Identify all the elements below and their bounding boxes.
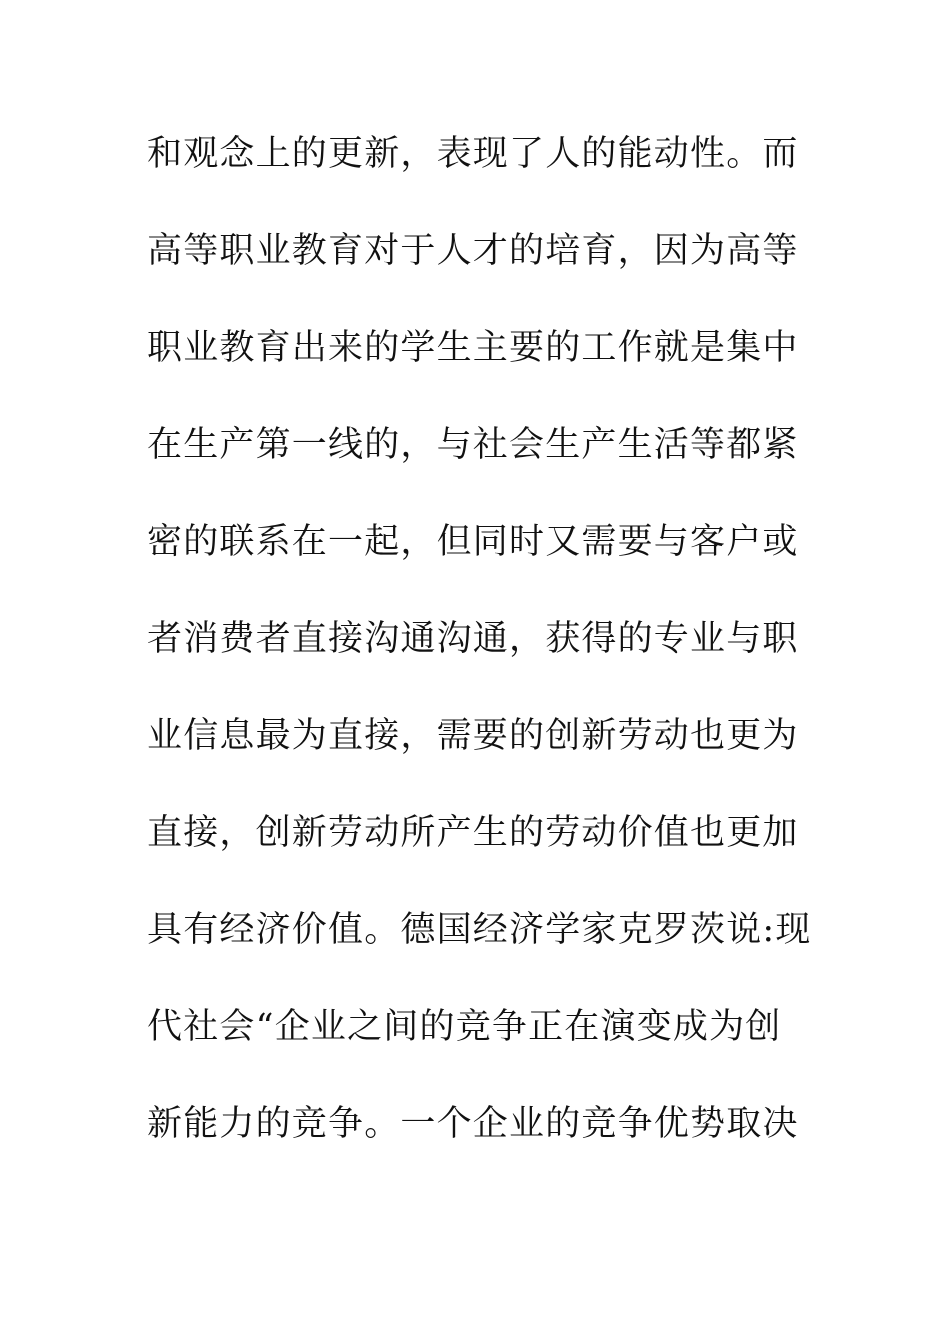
text-line: 职业教育出来的学生主要的工作就是集中	[147, 328, 799, 368]
text-line: 高等职业教育对于人才的培育，因为高等	[147, 231, 799, 271]
text-line: 在生产第一线的，与社会生产生活等都紧	[147, 425, 799, 465]
body-paragraph	[147, 118, 817, 1185]
text-line: 具有经济价值。德国经济学家克罗茨说:现	[147, 910, 812, 950]
text-line: 密的联系在一起，但同时又需要与客户或	[147, 522, 799, 562]
text-line: 业信息最为直接，需要的创新劳动也更为	[147, 716, 799, 756]
text-line: 新能力的竞争。一个企业的竞争优势取决	[147, 1104, 799, 1144]
text-line: 和观念上的更新，表现了人的能动性。而	[147, 134, 799, 174]
text-line: 者消费者直接沟通沟通，获得的专业与职	[147, 619, 799, 659]
text-line: 直接，创新劳动所产生的劳动价值也更加	[147, 813, 799, 853]
text-line: 代社会“企业之间的竞争正在演变成为创	[147, 1007, 782, 1047]
